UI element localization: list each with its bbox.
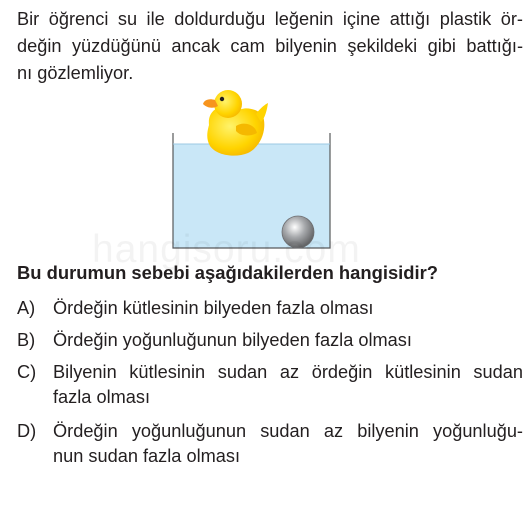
stem-line-2: değin yüzdüğünü ancak cam bilyenin şekildeki gibi battığı-: [17, 36, 523, 56]
option-d-text-line-2: nun sudan fazla olması: [53, 446, 241, 466]
stem-line-3: nı gözlemliyor.: [17, 63, 134, 83]
option-a-text: Ördeğin kütlesinin bilyeden fazla olması: [53, 298, 374, 318]
stem-line-1: Bir öğrenci su ile doldurduğu leğenin içine attığı plastik ör-: [17, 9, 523, 29]
option-c-text-line-2: fazla olması: [53, 387, 151, 407]
option-a-letter: A): [17, 298, 36, 318]
option-c-letter: C): [17, 362, 37, 382]
option-b-text: Ördeğin yoğunluğunun bilyeden fazla olması: [53, 330, 412, 350]
option-d-letter: D): [17, 421, 37, 441]
question-text: Bu durumun sebebi aşağıdakilerden hangisidir?: [17, 262, 439, 283]
duck-eye: [220, 97, 224, 101]
option-c-text-line-1: Bilyenin kütlesinin sudan az ördeğin kütlesinin sudan: [53, 362, 523, 382]
option-b-letter: B): [17, 330, 36, 350]
duck-head: [214, 90, 242, 118]
option-d-text-line-1: Ördeğin yoğunluğunun sudan az bilyenin yoğunluğu-: [53, 421, 523, 441]
